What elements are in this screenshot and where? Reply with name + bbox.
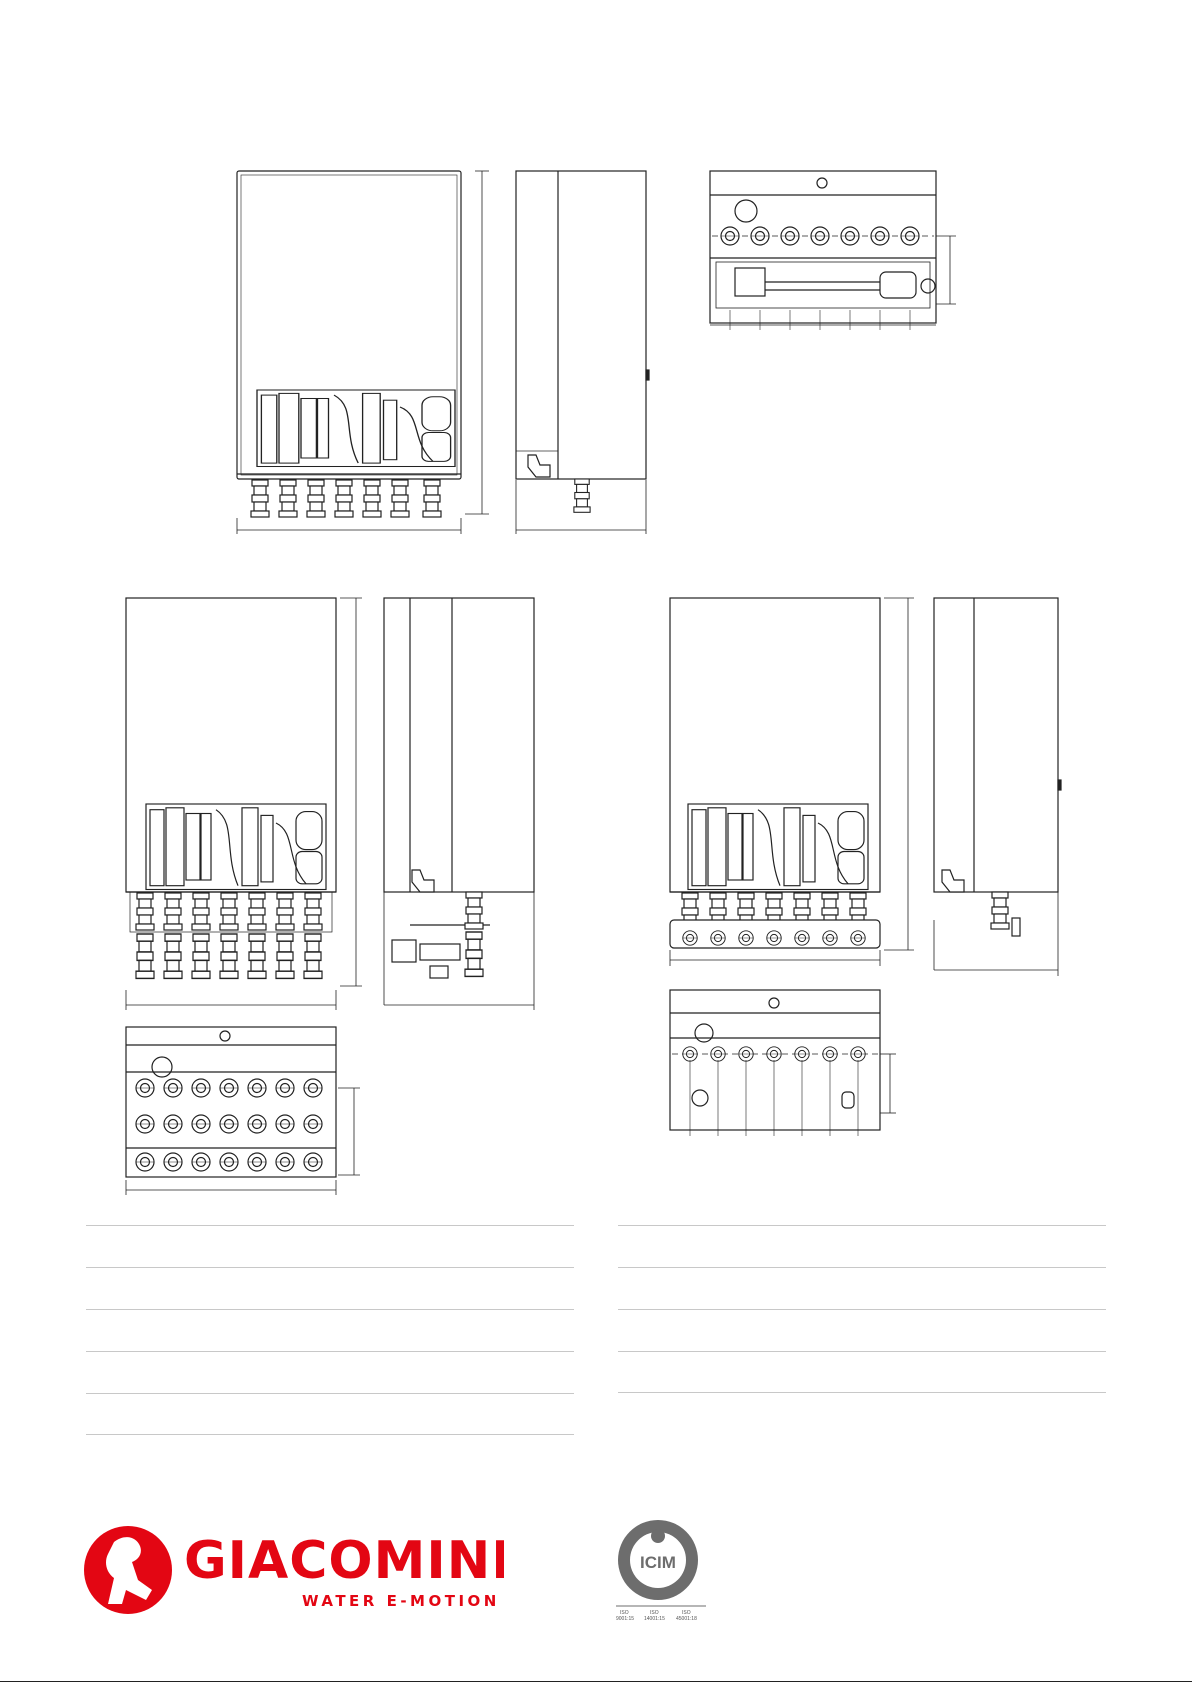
cert-mark: ICIM: [640, 1553, 676, 1572]
cert-iso-3-prefix: ISO: [682, 1610, 691, 1616]
table-row: [86, 1267, 574, 1309]
brand-tagline: WATER E-MOTION: [302, 1592, 500, 1610]
table-row: [618, 1309, 1106, 1351]
table-row: [618, 1351, 1106, 1393]
table-row: [86, 1225, 574, 1267]
certification-badge: [614, 1514, 714, 1622]
cert-iso-1-code: 9001:15: [616, 1616, 635, 1622]
right-table: [618, 1225, 1106, 1393]
table-row: [618, 1225, 1106, 1267]
side-view-1: [516, 171, 649, 534]
footer: [0, 1500, 1192, 1685]
left-table: [86, 1225, 574, 1435]
table-row: [86, 1351, 574, 1393]
top-view-3: [670, 990, 896, 1136]
front-view-1: [237, 171, 489, 534]
top-view-2: [126, 1027, 360, 1195]
spec-tables: [0, 1215, 1192, 1445]
table-row: [86, 1393, 574, 1435]
side-view-2: [384, 598, 534, 1010]
side-view-3: [934, 598, 1061, 976]
cert-iso-2-prefix: ISO: [650, 1610, 659, 1616]
cert-iso-3-code: 45001:18: [676, 1616, 697, 1622]
cert-iso-1-prefix: ISO: [620, 1610, 629, 1616]
star-icon: [651, 1529, 665, 1543]
cert-iso-2-code: 14001:15: [644, 1616, 665, 1622]
table-row: [618, 1267, 1106, 1309]
table-row: [86, 1309, 574, 1351]
page-bottom-rule: [0, 1681, 1192, 1682]
brand-logo[interactable]: [84, 1520, 504, 1630]
brand-name: GIACOMINI: [184, 1531, 504, 1591]
top-view-1: [710, 171, 956, 330]
front-view-2: [126, 598, 362, 1010]
front-view-3: [670, 598, 914, 966]
